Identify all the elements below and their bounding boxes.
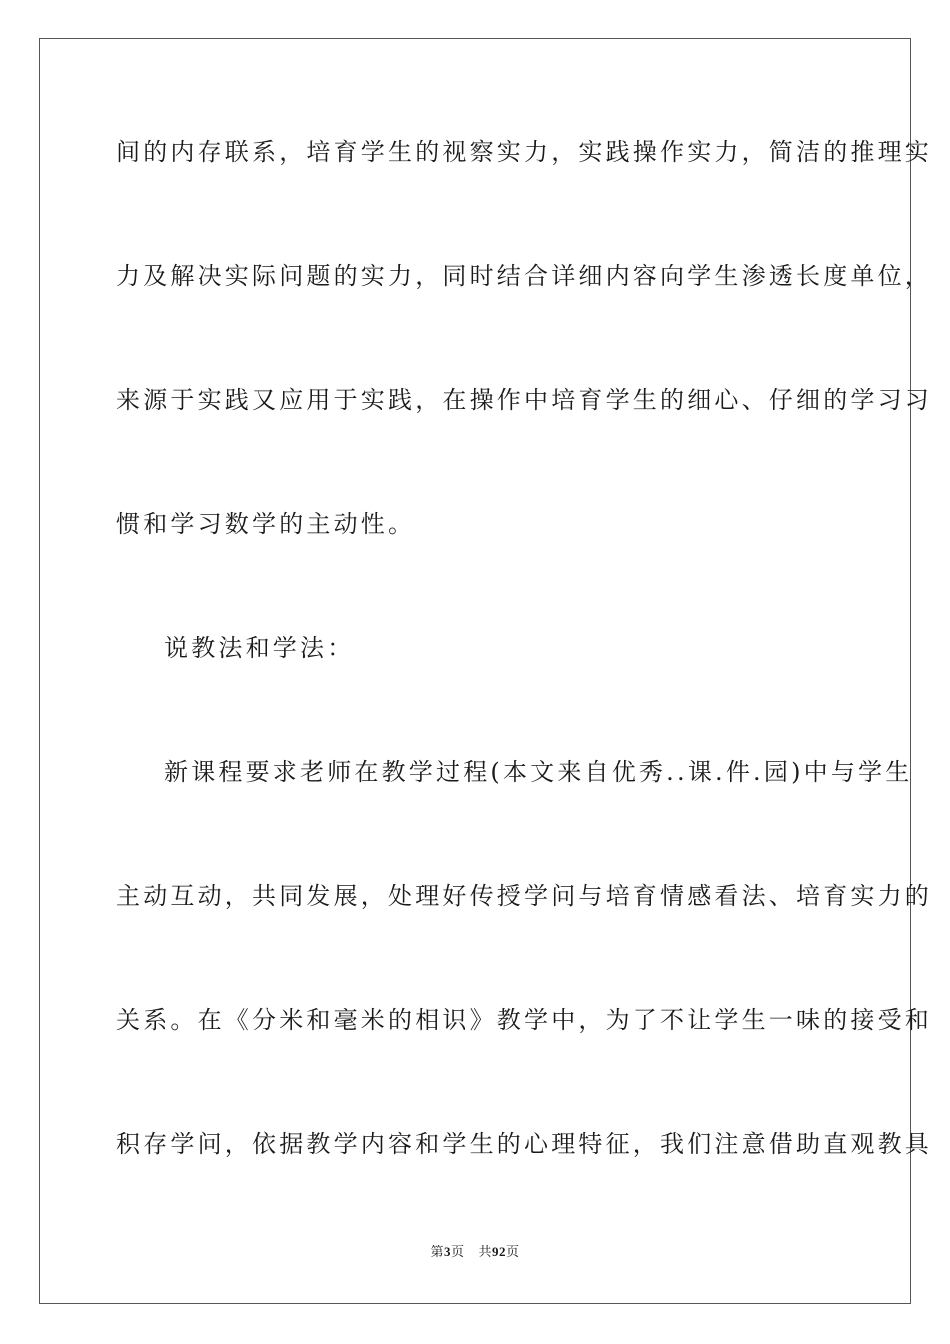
total-suffix: 页 <box>506 1245 520 1260</box>
paragraph-line-1: 间的内存联系，培育学生的视察实力，实践操作实力，简洁的推理实 <box>116 138 932 166</box>
page-frame <box>39 38 932 1304</box>
page-prefix: 第 <box>430 1245 444 1260</box>
paragraph-line-3: 来源于实践又应用于实践，在操作中培育学生的细心、仔细的学习习 <box>116 386 932 414</box>
paragraph-line-2: 力及解决实际问题的实力，同时结合详细内容向学生渗透长度单位， <box>116 262 932 290</box>
section-heading: 说教法和学法： <box>164 634 355 662</box>
paragraph-line-6: 主动互动，共同发展，处理好传授学问与培育情感看法、培育实力的 <box>116 882 932 910</box>
paragraph-line-8: 积存学问，依据教学内容和学生的心理特征，我们注意借助直观教具 <box>116 1130 932 1158</box>
paragraph-line-7: 关系。在《分米和毫米的相识》教学中，为了不让学生一味的接受和 <box>116 1006 932 1034</box>
page-footer <box>0 1243 950 1262</box>
page-number: 3 <box>443 1244 451 1259</box>
total-prefix: 共 <box>478 1245 493 1260</box>
total-pages: 92 <box>492 1244 507 1259</box>
paragraph-line-5: 新课程要求老师在教学过程(本文来自优秀..课.件.园)中与学生 <box>164 758 913 786</box>
paragraph-line-4: 惯和学习数学的主动性。 <box>116 510 416 538</box>
page-suffix: 页 <box>450 1245 465 1260</box>
